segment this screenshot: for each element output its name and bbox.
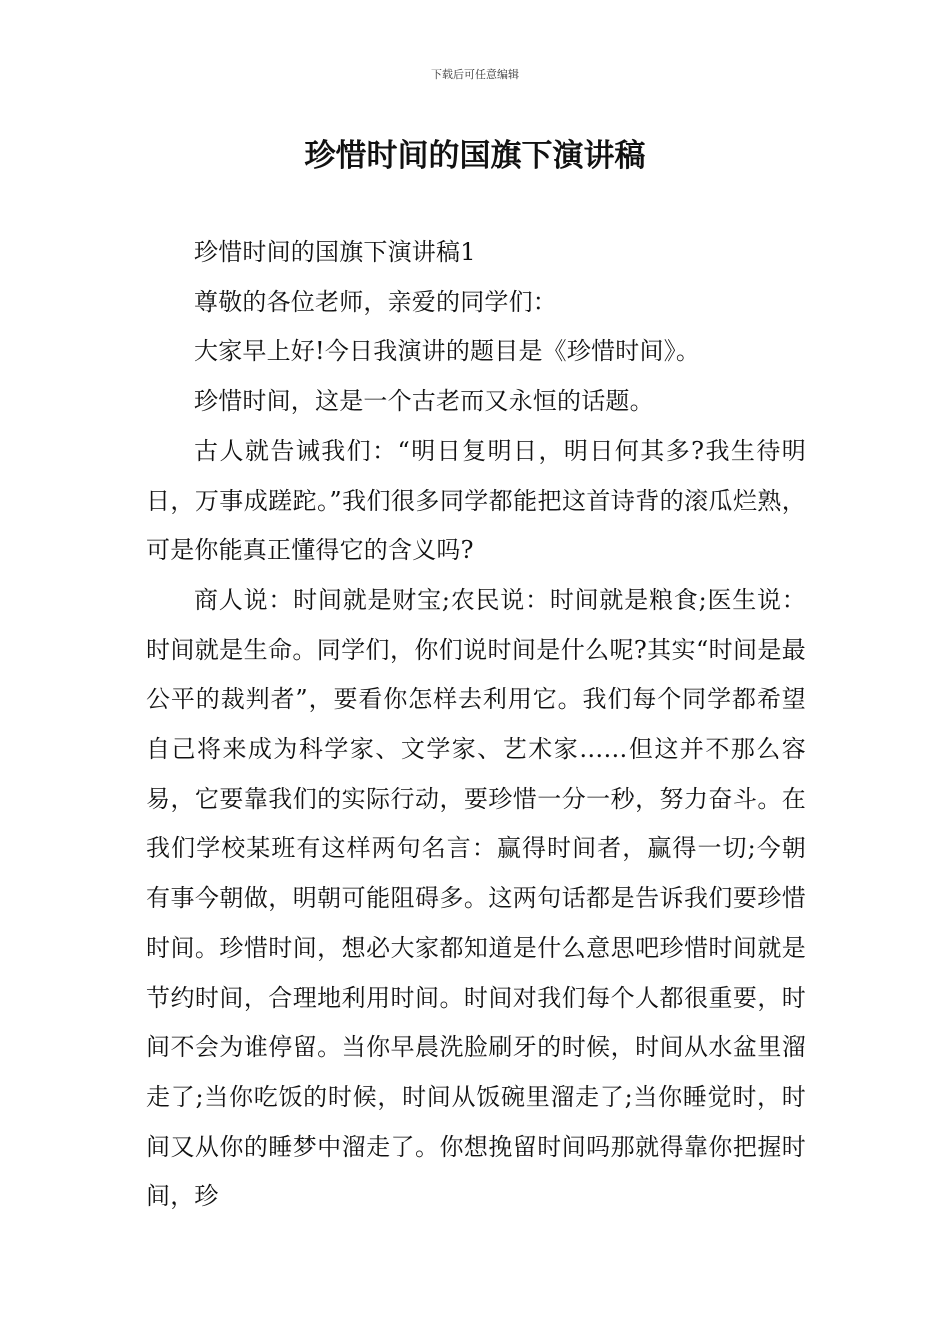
- paragraph-topic: 珍惜时间，这是一个古老而又永恒的话题。: [194, 387, 654, 416]
- paragraph-heading: 珍惜时间的国旗下演讲稿1: [194, 238, 476, 266]
- paragraph-main-body: 商人说：时间就是财宝;农民说：时间就是粮食;医生说：时间就是生命。同学们，你们说时间是什么呢?其实“时间是最公平的裁判者”，要看你怎样去利用它。我们每个同学都希望自己将来成为科学家、文学家、艺术家……但这并不那么容易，它要靠我们的实际行动，要珍惜一分一秒，努力奋斗。在我们学校某班有这样两句名言：赢得时间者，赢得一切;今朝有事今朝做，明朝可能阻碍多。这两句话都是告诉我们要珍惜时间。珍惜时间，想必大家都知道是什么意思吧珍惜时间就是节约时间，合理地利用时间。时间对我们每个人都很重要，时间不会为谁停留。当你早晨洗脸刷牙的时候，时间从水盆里溜走了;当你吃饭的时候，时间从饭碗里溜走了;当你睡觉时，时间又从你的睡梦中溜走了。你想挽留时间吗那就得靠你把握时间，珍: [146, 585, 806, 1211]
- paragraph-greeting: 大家早上好!今日我演讲的题目是《珍惜时间》。: [194, 337, 701, 366]
- document-body: [146, 228, 806, 1222]
- paragraph-salutation: 尊敬的各位老师，亲爱的同学们：: [194, 287, 557, 316]
- page-header-note: 下载后可任意编辑: [431, 68, 519, 81]
- document-title: 珍惜时间的国旗下演讲稿: [304, 138, 646, 174]
- paragraph-ancient-poem: 古人就告诫我们：“明日复明日，明日何其多?我生待明日，万事成蹉跎。”我们很多同学都能把这首诗背的滚瓜烂熟，可是你能真正懂得它的含义吗?: [146, 436, 806, 565]
